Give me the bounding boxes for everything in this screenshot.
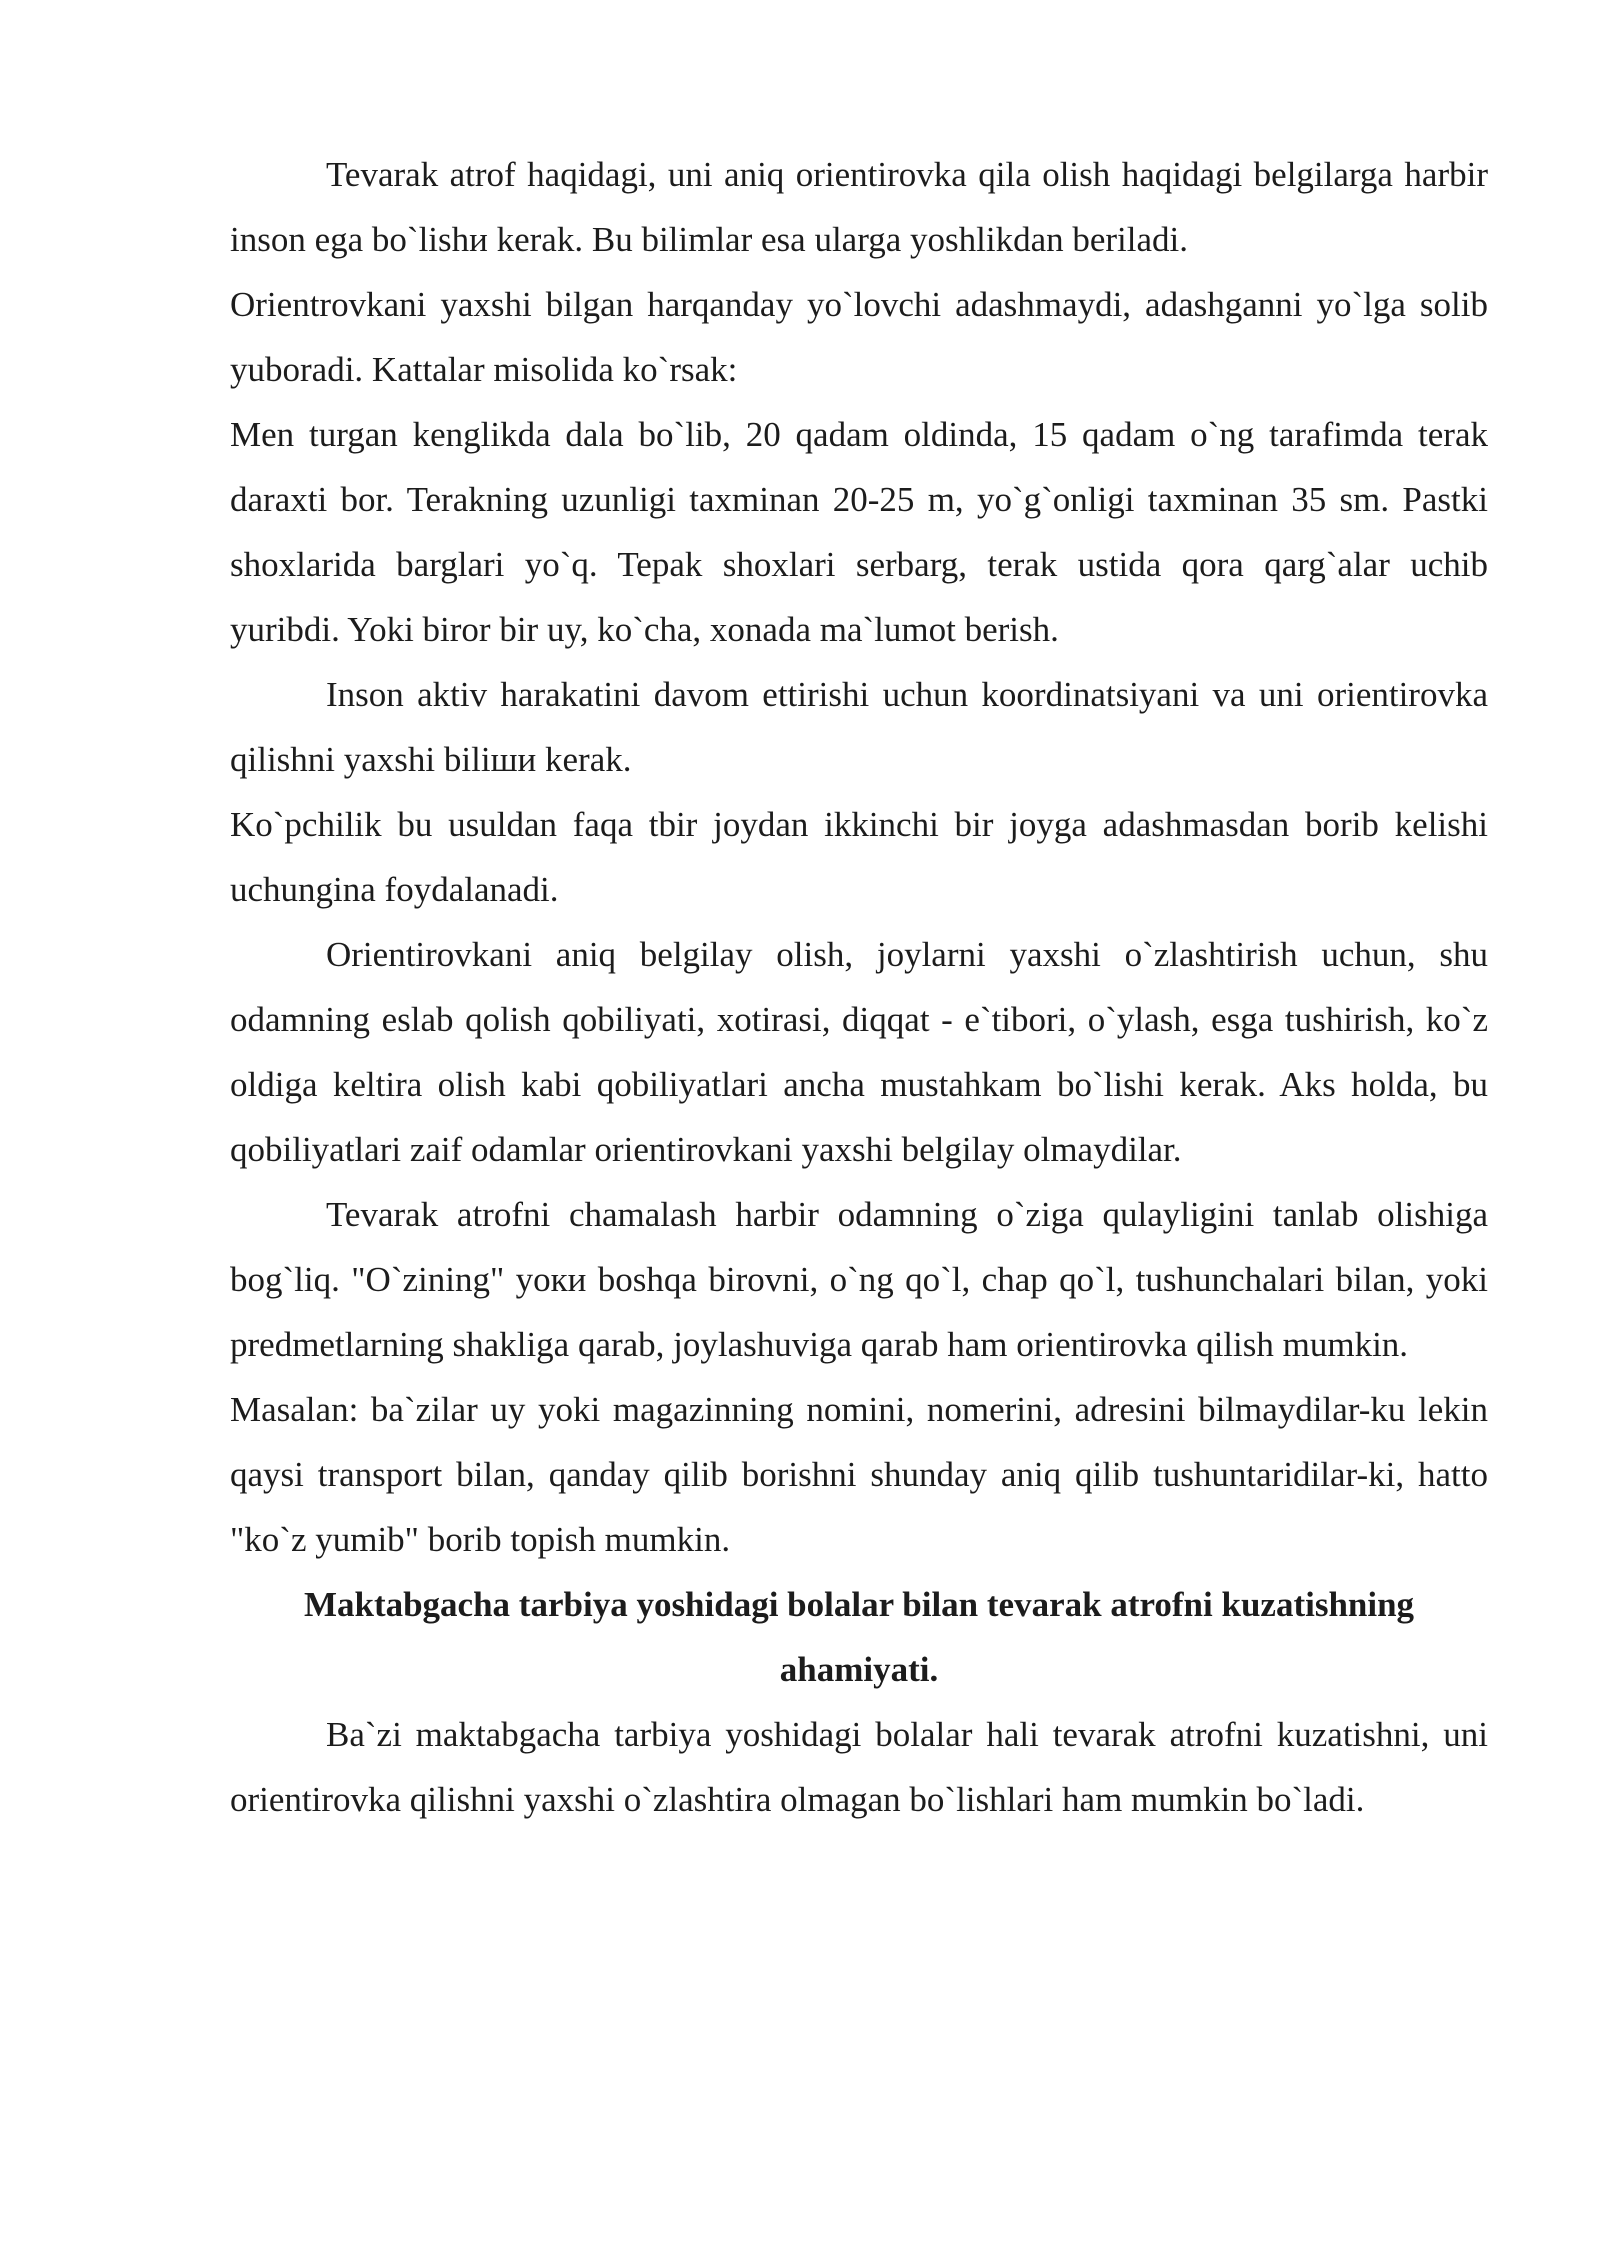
paragraph-5: Ko`pchilik bu usuldan faqa tbir joydan ikkinchi bir joyga adashmasdan borib kelishi uchungina foydalanadi. bbox=[230, 805, 1488, 909]
paragraph-3: Men turgan kenglikda dala bo`lib, 20 qadam oldinda, 15 qadam o`ng tarafimda terak daraxti bor. Terakning uzunligi taxminan 20-25 m, yo`g`onligi taxminan 35 sm. Pastki shoxlarida barglari yo`q. Tepak shoxlari serbarg, terak ustida qora qarg`alar uchib yuribdi. Yoki biror bir uy, ko`cha, xonada ma`lumot berish. bbox=[230, 415, 1488, 649]
section-heading: Maktabgacha tarbiya yoshidagi bolalar bilan tevarak atrofni kuzatishning ahamiyati. bbox=[303, 1585, 1415, 1689]
paragraph-8: Masalan: ba`zilar uy yoki magazinning nomini, nomerini, adresini bilmaydilar-ku lekin qaysi transport bilan, qanday qilib borishni shunday aniq qilib tushuntaridilar-ki, hatto "ko`z yumib" borib topish mumkin. bbox=[230, 1390, 1488, 1559]
paragraph-2: Orientrovkani yaxshi bilgan harqanday yo`lovchi adashmaydi, adashganni yo`lga solib yuboradi. Kattalar misolida ko`rsak: bbox=[230, 285, 1488, 389]
paragraph-7: Tevarak atrofni chamalash harbir odamning o`ziga qulayligini tanlab olishiga bog`liq. "O`zining" yoки boshqa birovni, o`ng qo`l, chap qo`l, tushunchalari bilan, yoki predmetlarning shakliga qarab, joylashuviga qarab ham orientirovka qilish mumkin. bbox=[230, 1195, 1488, 1364]
paragraph-6: Orientirovkani aniq belgilay olish, joylarni yaxshi o`zlashtirish uchun, shu odamning eslab qolish qobiliyati, xotirasi, diqqat - e`tibori, o`ylash, esga tushirish, ko`z oldiga keltira olish kabi qobiliyatlari ancha mustahkam bo`lishi kerak. Aks holda, bu qobiliyatlari zaif odamlar orientirovkani yaxshi belgilay olmaydilar. bbox=[230, 935, 1488, 1169]
paragraph-9: Ba`zi maktabgacha tarbiya yoshidagi bolalar hali tevarak atrofni kuzatishni, uni orientirovka qilishni yaxshi o`zlashtira olmagan bo`lishlari ham mumkin bo`ladi. bbox=[230, 1715, 1488, 1819]
paragraph-4: Inson aktiv harakatini davom ettirishi uchun koordinatsiyani va uni orientirovka qilishni yaxshi biliши kerak. bbox=[230, 675, 1488, 779]
document-page bbox=[230, 142, 1488, 1832]
paragraph-1: Tevarak atrof haqidagi, uni aniq orientirovka qila olish haqidagi belgilarga harbir inson ega bo`lishи kerak. Bu bilimlar esa ularga yoshlikdan beriladi. bbox=[230, 155, 1488, 259]
